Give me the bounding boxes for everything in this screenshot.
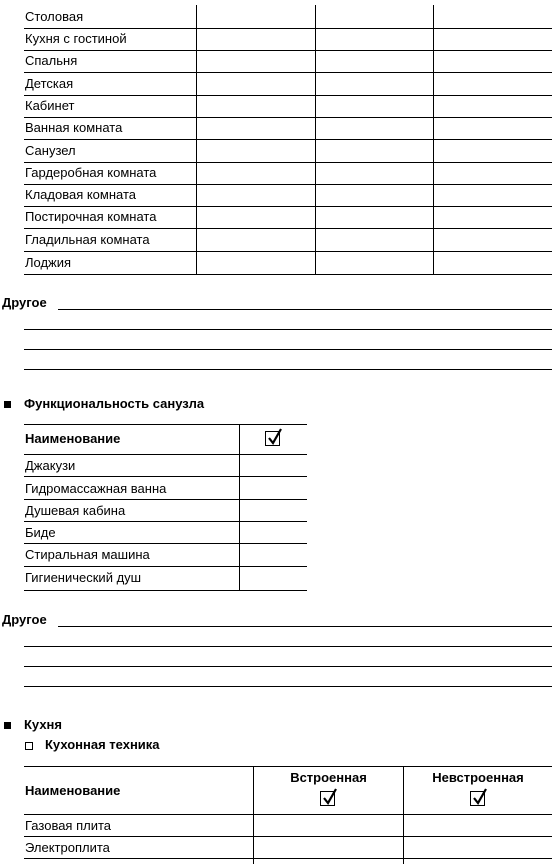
table-row-label: Лоджия	[25, 255, 72, 270]
write-line[interactable]	[58, 626, 552, 627]
write-line[interactable]	[58, 309, 552, 310]
table-row-line	[24, 162, 552, 163]
write-line[interactable]	[24, 369, 552, 370]
write-line[interactable]	[24, 686, 552, 687]
table-row-label: Детская	[25, 76, 74, 91]
table-row-label: Джакузи	[25, 458, 76, 473]
table-row-label: Гигиенический душ	[25, 570, 142, 585]
table-row-line	[24, 117, 552, 118]
table-row-line	[24, 499, 307, 500]
table-row-label: Газовая плита	[25, 818, 112, 833]
table-row-label: Постирочная комната	[25, 209, 157, 224]
table-row-line	[24, 476, 307, 477]
write-line[interactable]	[24, 666, 552, 667]
table-row-label: Гидромассажная ванна	[25, 481, 167, 496]
table-row-label: Гладильная комната	[25, 232, 150, 247]
table-row-line	[24, 590, 307, 591]
column-header: Встроенная	[290, 770, 367, 785]
table-row-label: Спальня	[25, 53, 78, 68]
table-row-line	[24, 72, 552, 73]
table-row-line	[24, 543, 307, 544]
square-bullet-icon	[4, 722, 11, 729]
table-row-line	[24, 228, 552, 229]
table-row-label: Кухня с гостиной	[25, 31, 127, 46]
other-label: Другое	[2, 295, 47, 310]
table-row-label: Ванная комната	[25, 120, 123, 135]
table-row-label: Душевая кабина	[25, 503, 126, 518]
column-header: Наименование	[25, 431, 121, 446]
table-row-label: Биде	[25, 525, 56, 540]
table-divider	[315, 5, 316, 275]
column-header: Наименование	[25, 783, 121, 798]
hollow-square-bullet-icon	[25, 742, 33, 750]
table-row-line	[24, 28, 552, 29]
table-divider	[433, 5, 434, 275]
table-row-label: Столовая	[25, 9, 84, 24]
table-row-line	[24, 858, 552, 859]
table-row-line	[24, 424, 307, 425]
table-row-line	[24, 836, 552, 837]
section-title: Кухня	[24, 717, 62, 732]
section-title: Функциональность санузла	[24, 396, 205, 411]
table-row-line	[24, 454, 307, 455]
table-row-label: Санузел	[25, 143, 76, 158]
table-row-line	[24, 206, 552, 207]
table-divider	[196, 5, 197, 275]
column-header: Невстроенная	[432, 770, 524, 785]
checked-box-icon	[470, 791, 485, 806]
other-label: Другое	[2, 612, 47, 627]
table-row-line	[24, 184, 552, 185]
table-row-line	[24, 521, 307, 522]
table-row-label: Стиральная машина	[25, 547, 150, 562]
section-subtitle: Кухонная техника	[45, 737, 160, 752]
table-row-line	[24, 95, 552, 96]
write-line[interactable]	[24, 349, 552, 350]
table-row-label: Гардеробная комната	[25, 165, 157, 180]
table-row-line	[24, 274, 552, 275]
square-bullet-icon	[4, 401, 11, 408]
checked-box-icon	[320, 791, 335, 806]
checked-box-icon	[265, 431, 280, 446]
table-row-label: Кабинет	[25, 98, 75, 113]
table-divider	[239, 424, 240, 591]
table-row-line	[24, 766, 552, 767]
table-row-label: Электроплита	[25, 840, 110, 855]
write-line[interactable]	[24, 646, 552, 647]
table-row-label: Кладовая комната	[25, 187, 137, 202]
table-row-line	[24, 251, 552, 252]
write-line[interactable]	[24, 329, 552, 330]
table-row-line	[24, 50, 552, 51]
table-row-line	[24, 814, 552, 815]
table-row-line	[24, 139, 552, 140]
table-row-line	[24, 566, 307, 567]
